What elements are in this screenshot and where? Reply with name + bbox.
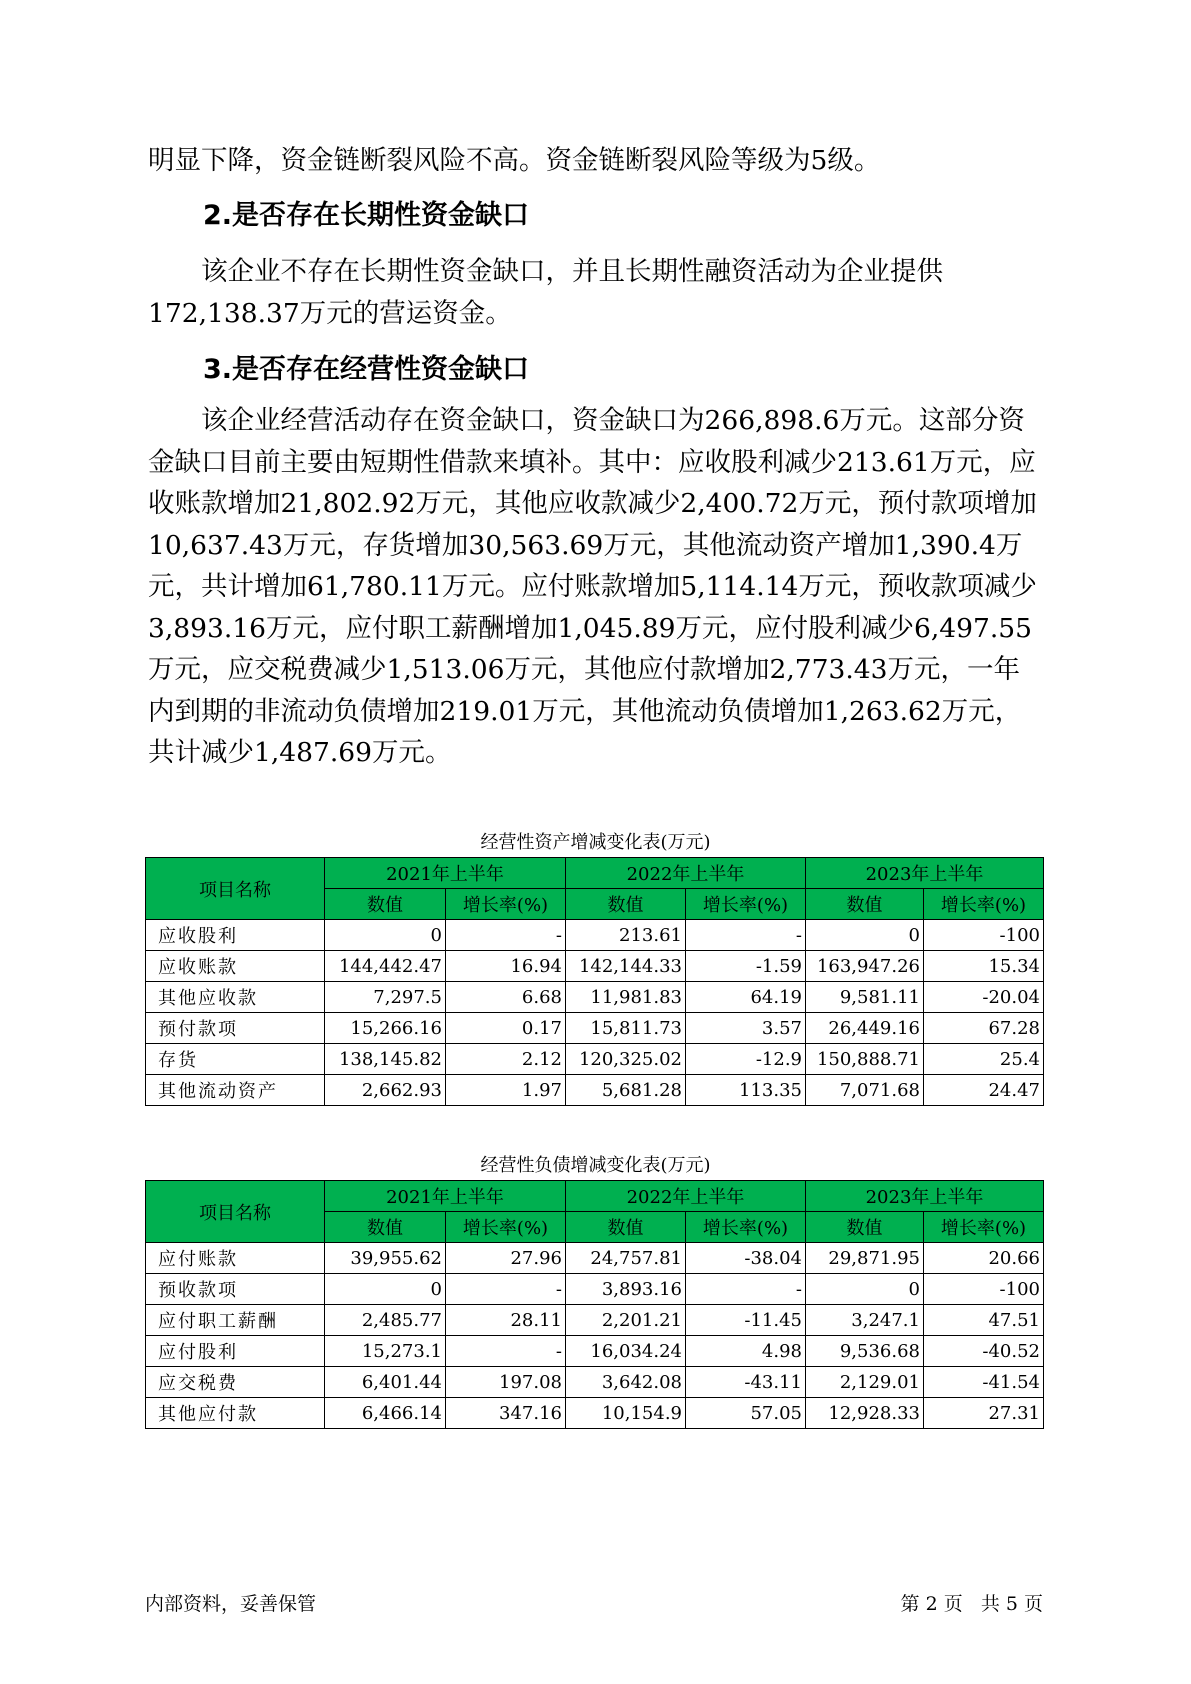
cell-value: 9,536.68: [806, 1336, 924, 1367]
table-row: [146, 1243, 1044, 1274]
header-value: 数值: [806, 889, 924, 920]
table-row: [146, 1336, 1044, 1367]
cell-value: 5,681.28: [566, 1075, 686, 1106]
row-label: 应收账款: [146, 951, 325, 982]
header-value: 数值: [325, 1212, 446, 1243]
cell-growth: -100: [924, 1274, 1044, 1305]
cell-growth: 24.47: [924, 1075, 1044, 1106]
cell-growth: -11.45: [686, 1305, 806, 1336]
cell-value: 120,325.02: [566, 1044, 686, 1075]
cell-value: 15,266.16: [325, 1013, 446, 1044]
cell-growth: -: [446, 1336, 566, 1367]
table-row: [146, 1075, 1044, 1106]
section-heading-long-term-gap: 2.是否存在长期性资金缺口: [203, 200, 530, 231]
cell-value: 2,201.21: [566, 1305, 686, 1336]
cell-growth: -43.11: [686, 1367, 806, 1398]
cell-growth: 67.28: [924, 1013, 1044, 1044]
cell-value: 12,928.33: [806, 1398, 924, 1429]
cell-value: 163,947.26: [806, 951, 924, 982]
header-value: 数值: [806, 1212, 924, 1243]
header-value: 数值: [566, 1212, 686, 1243]
cell-growth: -100: [924, 920, 1044, 951]
cell-growth: 25.4: [924, 1044, 1044, 1075]
assets-table: [145, 857, 1044, 1106]
header-growth: 增长率(%): [446, 1212, 566, 1243]
cell-growth: 2.12: [446, 1044, 566, 1075]
table-row: [146, 1044, 1044, 1075]
row-label: 应付股利: [146, 1336, 325, 1367]
cell-value: 7,297.5: [325, 982, 446, 1013]
cell-growth: -12.9: [686, 1044, 806, 1075]
header-growth: 增长率(%): [686, 1212, 806, 1243]
row-label: 应交税费: [146, 1367, 325, 1398]
cell-growth: 0.17: [446, 1013, 566, 1044]
header-item-name: 项目名称: [146, 858, 325, 920]
table-row: [146, 951, 1044, 982]
cell-value: 3,642.08: [566, 1367, 686, 1398]
cell-value: 11,981.83: [566, 982, 686, 1013]
cell-growth: 27.31: [924, 1398, 1044, 1429]
cell-growth: -: [446, 1274, 566, 1305]
cell-growth: 113.35: [686, 1075, 806, 1106]
paragraph-long-term-gap: 该企业不存在长期性资金缺口，并且长期性融资活动为企业提供172,138.37万元的营运资金。: [148, 256, 943, 329]
cell-growth: 47.51: [924, 1305, 1044, 1336]
cell-growth: 1.97: [446, 1075, 566, 1106]
row-label: 其他应付款: [146, 1398, 325, 1429]
cell-growth: 3.57: [686, 1013, 806, 1044]
cell-growth: 16.94: [446, 951, 566, 982]
table-row: [146, 1367, 1044, 1398]
row-label: 应付职工薪酬: [146, 1305, 325, 1336]
cell-growth: -: [686, 920, 806, 951]
row-label: 其他应收款: [146, 982, 325, 1013]
header-value: 数值: [325, 889, 446, 920]
table-row: [146, 1274, 1044, 1305]
header-period-2023: 2023年上半年: [806, 1181, 1044, 1212]
cell-value: 138,145.82: [325, 1044, 446, 1075]
section-heading-operating-gap: 3.是否存在经营性资金缺口: [203, 354, 530, 385]
footer-page-number: 第 2 页 共 5 页: [900, 1593, 1043, 1615]
table-row: [146, 982, 1044, 1013]
liabilities-table: [145, 1180, 1044, 1429]
cell-value: 15,273.1: [325, 1336, 446, 1367]
cell-growth: -38.04: [686, 1243, 806, 1274]
cell-value: 150,888.71: [806, 1044, 924, 1075]
cell-value: 0: [806, 1274, 924, 1305]
cell-value: 3,247.1: [806, 1305, 924, 1336]
cell-value: 9,581.11: [806, 982, 924, 1013]
table-row: [146, 1305, 1044, 1336]
cell-value: 24,757.81: [566, 1243, 686, 1274]
cell-value: 6,466.14: [325, 1398, 446, 1429]
row-label: 应付账款: [146, 1243, 325, 1274]
header-item-name: 项目名称: [146, 1181, 325, 1243]
cell-growth: -41.54: [924, 1367, 1044, 1398]
cell-growth: 20.66: [924, 1243, 1044, 1274]
cell-growth: 347.16: [446, 1398, 566, 1429]
cell-value: 7,071.68: [806, 1075, 924, 1106]
cell-growth: 57.05: [686, 1398, 806, 1429]
row-label: 应收股利: [146, 920, 325, 951]
cell-growth: 15.34: [924, 951, 1044, 982]
cell-growth: 28.11: [446, 1305, 566, 1336]
cell-growth: -20.04: [924, 982, 1044, 1013]
table-row: [146, 920, 1044, 951]
paragraph-operating-gap: 该企业经营活动存在资金缺口，资金缺口为266,898.6万元。这部分资金缺口目前主要由短期性借款来填补。其中：应收股利减少213.61万元，应收账款增加21,802.92万元，其他应收款减少2,400.72万元，预付款项增加10,637.43万元，存货增加30,563.69万元，其他流动资产增加1,390.4万元，共计增加61,780.11万元。应付账款增加5,114.14万元，预收款项减少3,893.16万元，应付职工薪酬增加1,045.89万元，应付股利减少6,497.55万元，应交税费减少1,513.06万元，其他应付款增加2,773.43万元，一年内到期的非流动负债增加219.01万元，其他流动负债增加1,263.62万元，共计减少1,487.69万元。: [148, 405, 1037, 768]
cell-value: 144,442.47: [325, 951, 446, 982]
cell-growth: -1.59: [686, 951, 806, 982]
cell-value: 0: [806, 920, 924, 951]
cell-value: 39,955.62: [325, 1243, 446, 1274]
row-label: 预收款项: [146, 1274, 325, 1305]
cell-value: 2,485.77: [325, 1305, 446, 1336]
row-label: 存货: [146, 1044, 325, 1075]
cell-growth: 4.98: [686, 1336, 806, 1367]
header-period-2022: 2022年上半年: [566, 858, 806, 889]
header-period-2021: 2021年上半年: [325, 858, 566, 889]
cell-value: 0: [325, 920, 446, 951]
header-period-2022: 2022年上半年: [566, 1181, 806, 1212]
cell-value: 213.61: [566, 920, 686, 951]
header-period-2021: 2021年上半年: [325, 1181, 566, 1212]
cell-growth: -: [686, 1274, 806, 1305]
cell-growth: 197.08: [446, 1367, 566, 1398]
table-row: [146, 1013, 1044, 1044]
cell-value: 10,154.9: [566, 1398, 686, 1429]
cell-value: 29,871.95: [806, 1243, 924, 1274]
table-row: [146, 1398, 1044, 1429]
liabilities-table-caption: 经营性负债增减变化表(万元): [480, 1155, 711, 1176]
header-growth: 增长率(%): [924, 889, 1044, 920]
cell-growth: 27.96: [446, 1243, 566, 1274]
cell-value: 0: [325, 1274, 446, 1305]
cell-growth: -40.52: [924, 1336, 1044, 1367]
cell-value: 16,034.24: [566, 1336, 686, 1367]
header-growth: 增长率(%): [686, 889, 806, 920]
header-value: 数值: [566, 889, 686, 920]
cell-growth: 6.68: [446, 982, 566, 1013]
assets-table-caption: 经营性资产增减变化表(万元): [480, 832, 711, 853]
footer-confidential-note: 内部资料，妥善保管: [145, 1593, 317, 1615]
cell-growth: -: [446, 920, 566, 951]
cell-value: 26,449.16: [806, 1013, 924, 1044]
cell-value: 15,811.73: [566, 1013, 686, 1044]
cell-value: 6,401.44: [325, 1367, 446, 1398]
row-label: 预付款项: [146, 1013, 325, 1044]
cell-growth: 64.19: [686, 982, 806, 1013]
row-label: 其他流动资产: [146, 1075, 325, 1106]
cell-value: 2,129.01: [806, 1367, 924, 1398]
header-period-2023: 2023年上半年: [806, 858, 1044, 889]
cell-value: 142,144.33: [566, 951, 686, 982]
header-growth: 增长率(%): [924, 1212, 1044, 1243]
paragraph-continuation: 明显下降，资金链断裂风险不高。资金链断裂风险等级为5级。: [148, 145, 881, 176]
cell-value: 3,893.16: [566, 1274, 686, 1305]
cell-value: 2,662.93: [325, 1075, 446, 1106]
header-growth: 增长率(%): [446, 889, 566, 920]
